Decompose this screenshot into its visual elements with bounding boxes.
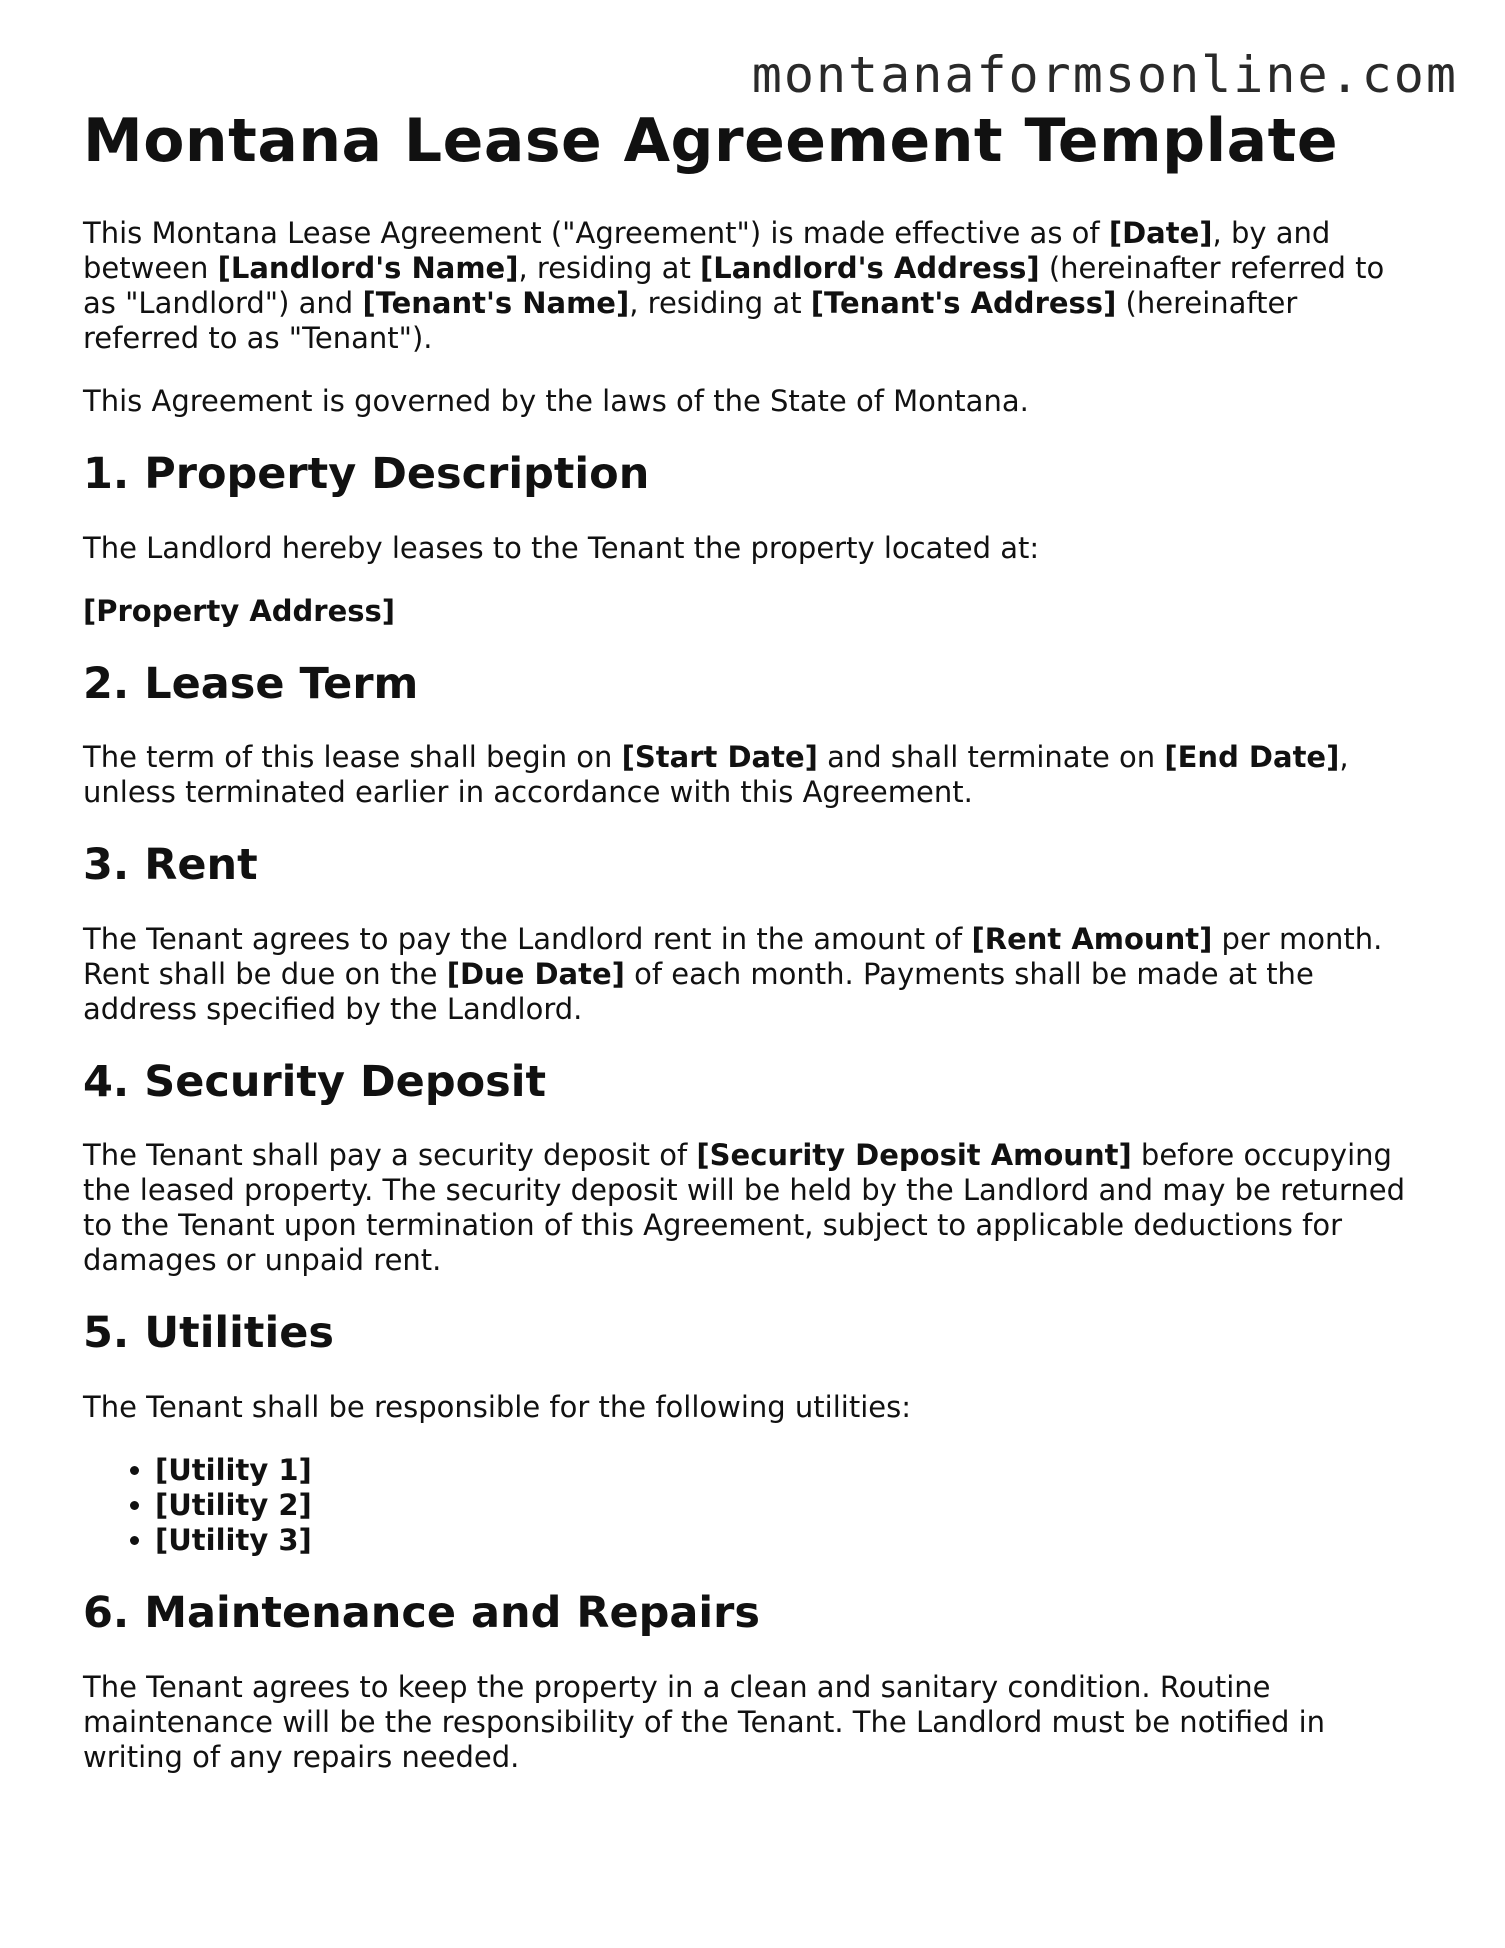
- intro-text: , by and between: [83, 216, 1331, 285]
- intro-text: This Montana Lease Agreement ("Agreement") is made effective as of: [83, 216, 1109, 250]
- rent-text: of each month. Payments shall be made at the address specified by the Landlord.: [83, 956, 1314, 1026]
- tenant-address-placeholder: [Tenant's Address]: [810, 286, 1117, 320]
- utilities-paragraph: The Tenant shall be responsible for the following utilities:: [83, 1389, 911, 1424]
- property-address-placeholder: [Property Address]: [83, 593, 396, 628]
- section-heading-lease-term: 2. Lease Term: [83, 658, 419, 709]
- list-item: • [Utility 3]: [155, 1523, 1413, 1558]
- section-heading-rent: 3. Rent: [83, 840, 258, 891]
- list-item: • [Utility 1]: [155, 1453, 1413, 1488]
- rent-text: per month. Rent shall be due on the: [83, 921, 1383, 991]
- due-date-placeholder: [Due Date]: [446, 956, 625, 991]
- intro-paragraph: [83, 216, 1413, 356]
- intro-text: , residing at: [629, 286, 811, 320]
- lease-term-paragraph: [83, 740, 1413, 810]
- deposit-text: The Tenant shall pay a security deposit of: [83, 1138, 697, 1173]
- section-heading-security-deposit: 4. Security Deposit: [83, 1056, 547, 1107]
- rent-paragraph: [83, 922, 1413, 1027]
- property-paragraph: The Landlord hereby leases to the Tenant the property located at:: [83, 530, 1040, 565]
- landlord-name-placeholder: [Landlord's Name]: [217, 251, 519, 285]
- document-page: [83, 40, 1413, 1803]
- maintenance-paragraph: The Tenant agrees to keep the property in a clean and sanitary condition. Routine maintenance will be the responsibility of the Tenant. The Landlord must be notified in writing of any repairs needed.: [83, 1669, 1326, 1774]
- tenant-name-placeholder: [Tenant's Name]: [362, 286, 630, 320]
- intro-text: (hereinafter referred to as "Tenant").: [83, 286, 1298, 355]
- list-item: • [Utility 2]: [155, 1488, 1413, 1523]
- governing-law-paragraph: This Agreement is governed by the laws of the State of Montana.: [83, 384, 1029, 418]
- section-heading-utilities: 5. Utilities: [83, 1308, 334, 1359]
- utilities-list: [83, 1453, 1413, 1558]
- rent-amount-placeholder: [Rent Amount]: [971, 921, 1213, 956]
- site-watermark: montanaformsonline.com: [751, 46, 1458, 104]
- section-heading-maintenance: 6. Maintenance and Repairs: [83, 1587, 760, 1638]
- intro-text: , residing at: [518, 251, 701, 285]
- intro-text: (hereinafter referred to as "Landlord") and: [83, 251, 1385, 320]
- start-date-placeholder: [Start Date]: [621, 740, 818, 775]
- document-title: Montana Lease Agreement Template: [83, 106, 1339, 176]
- end-date-placeholder: [End Date]: [1164, 740, 1340, 775]
- deposit-text: before occupying the leased property. The security deposit will be held by the Landlord and may be returned to the Tenant upon termination of this Agreement, subject to applicable deductions for damages or unpaid rent.: [83, 1138, 1406, 1278]
- security-deposit-paragraph: [83, 1138, 1413, 1278]
- date-placeholder: [Date]: [1108, 216, 1213, 250]
- lease-term-text: The term of this lease shall begin on: [83, 740, 622, 775]
- section-heading-property: 1. Property Description: [83, 449, 650, 499]
- lease-term-text: , unless terminated earlier in accordance with this Agreement.: [83, 740, 1349, 810]
- lease-term-text: and shall terminate on: [817, 740, 1165, 775]
- property-address-paragraph: [83, 594, 1413, 629]
- landlord-address-placeholder: [Landlord's Address]: [700, 251, 1040, 285]
- deposit-amount-placeholder: [Security Deposit Amount]: [696, 1138, 1132, 1173]
- rent-text: The Tenant agrees to pay the Landlord rent in the amount of: [83, 921, 972, 956]
